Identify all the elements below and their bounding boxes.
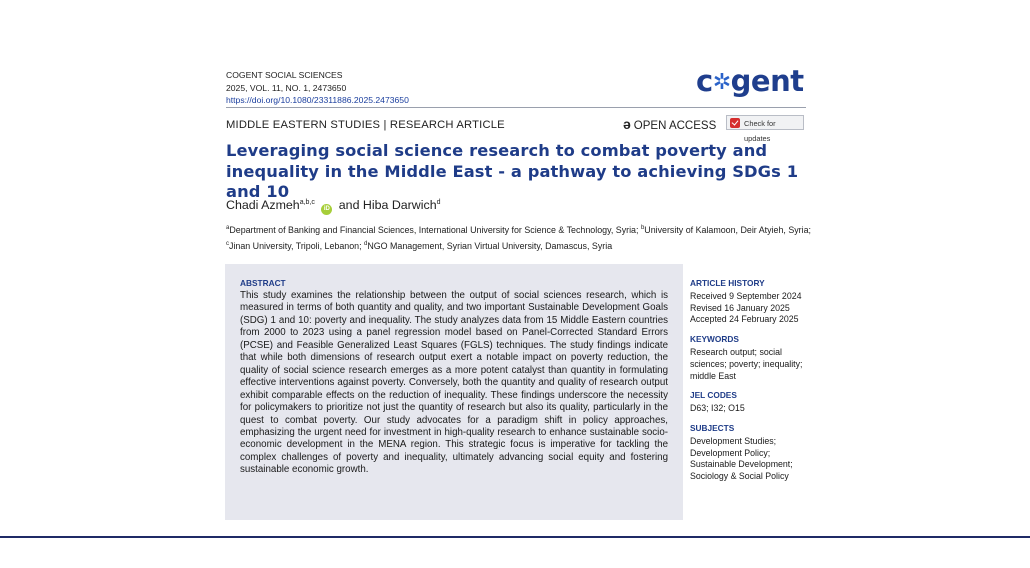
journal-name: COGENT SOCIAL SCIENCES (226, 70, 343, 80)
jel-heading: JEL CODES (690, 390, 737, 401)
affil-text: NGO Management, Syrian Virtual University, Damascus, Syria (367, 240, 613, 251)
affil-mark: a (226, 225, 230, 231)
subject-item: Development Policy; (690, 447, 771, 458)
header-divider (226, 107, 806, 108)
affil-text: University of Kalamoon, Deir Atyieh, Syria; (644, 225, 811, 235)
check-for-updates-button[interactable] (726, 115, 804, 143)
check-updates-label: Check for updates (744, 119, 776, 143)
subjects-block (690, 423, 815, 483)
logo-star-icon: ✲ (712, 70, 731, 95)
logo-part-right: gent (730, 64, 804, 98)
coauthor-name[interactable]: and Hiba Darwich (335, 198, 437, 212)
open-access-icon: ə (623, 116, 631, 132)
open-access-badge (623, 116, 716, 132)
check-updates-icon (730, 118, 740, 128)
jel-block (690, 390, 815, 415)
affil-mark: b (640, 225, 645, 231)
subject-item: Sociology & Social Policy (690, 471, 789, 482)
keywords-heading: KEYWORDS (690, 334, 739, 345)
abstract-heading: ABSTRACT (240, 278, 286, 288)
author-affiliation-marks: a,b,c (299, 199, 315, 206)
doi-link[interactable]: https://doi.org/10.1080/23311886.2025.2473650 (226, 95, 409, 105)
journal-meta (226, 69, 409, 107)
author-name[interactable]: Chadi Azmeh (226, 198, 300, 212)
affil-mark: d (364, 240, 368, 247)
keywords-block (690, 334, 815, 382)
abstract-box (225, 264, 683, 520)
author-line (226, 198, 441, 215)
slide-bottom-border (0, 536, 1030, 538)
article-sidebar (690, 278, 815, 491)
affil-text: Department of Banking and Financial Sciences, International University for Science & Technology, Syria; (229, 225, 641, 235)
abstract-text: This study examines the relationship between the output of social sciences research, which is measured in terms of both quantity and quality, and two important Sustainable Development Goals (SDG) 1 and 10: poverty and inequality. The study analyzes data from 15 Middle Eastern countries from 2000 to 2023 using a panel regression model based on Panel-Corrected Standard Errors (PCSE) and Feasible Generalized Least Squares (FGLS) techniques. The study findings indicate that while both dimensions of research output exert a notable impact on poverty reduction, the quality of social science research emerges as a more potent catalyst than quantity in formulating effective interventions against poverty. Conversely, both the quantity and quality of research output exhibit comparable effects on the reduction of inequality. These findings underscore the necessity for policymakers to prioritize not just the quantity of research but also its quality, particularly in the quest to combat poverty. Our study advocates for a paradigm shift in policy approaches, emphasizing the urgent need for investment in high-quality research to enhance sustainable socio-economic development in the MENA region. This strategic focus is imperative for tackling the complex challenges of poverty and inequality, ultimately advancing social equity and fostering sustainable economic growth. (240, 290, 668, 476)
affil-mark: c (226, 240, 229, 247)
accepted-date: Accepted 24 February 2025 (690, 314, 799, 325)
affil-text: Jinan University, Tripoli, Lebanon; (229, 240, 364, 251)
received-date: Received 9 September 2024 (690, 290, 802, 301)
revised-date: Revised 16 January 2025 (690, 302, 790, 313)
article-history-heading: ARTICLE HISTORY (690, 278, 765, 288)
article-history (690, 278, 815, 326)
subjects-heading: SUBJECTS (690, 422, 735, 433)
affiliations (226, 222, 811, 253)
cogent-logo (696, 64, 804, 100)
coauthor-affiliation-mark: d (436, 199, 441, 206)
subject-item: Sustainable Development; (690, 459, 793, 470)
journal-volume: 2025, VOL. 11, NO. 1, 2473650 (226, 82, 347, 93)
logo-part-left: c (696, 64, 713, 98)
open-access-label: OPEN ACCESS (633, 120, 717, 132)
orcid-icon[interactable]: iD (321, 204, 332, 215)
jel-codes: D63; I32; O15 (690, 403, 745, 414)
keywords-list: Research output; social sciences; poverty; inequality; middle East (690, 346, 803, 381)
article-title: Leveraging social science research to combat poverty and inequality in the Middle East - a pathway to achieving SDGs 1 and 10 (226, 141, 799, 201)
section-label: MIDDLE EASTERN STUDIES | RESEARCH ARTICLE (226, 119, 505, 131)
subject-item: Development Studies; (690, 435, 777, 446)
